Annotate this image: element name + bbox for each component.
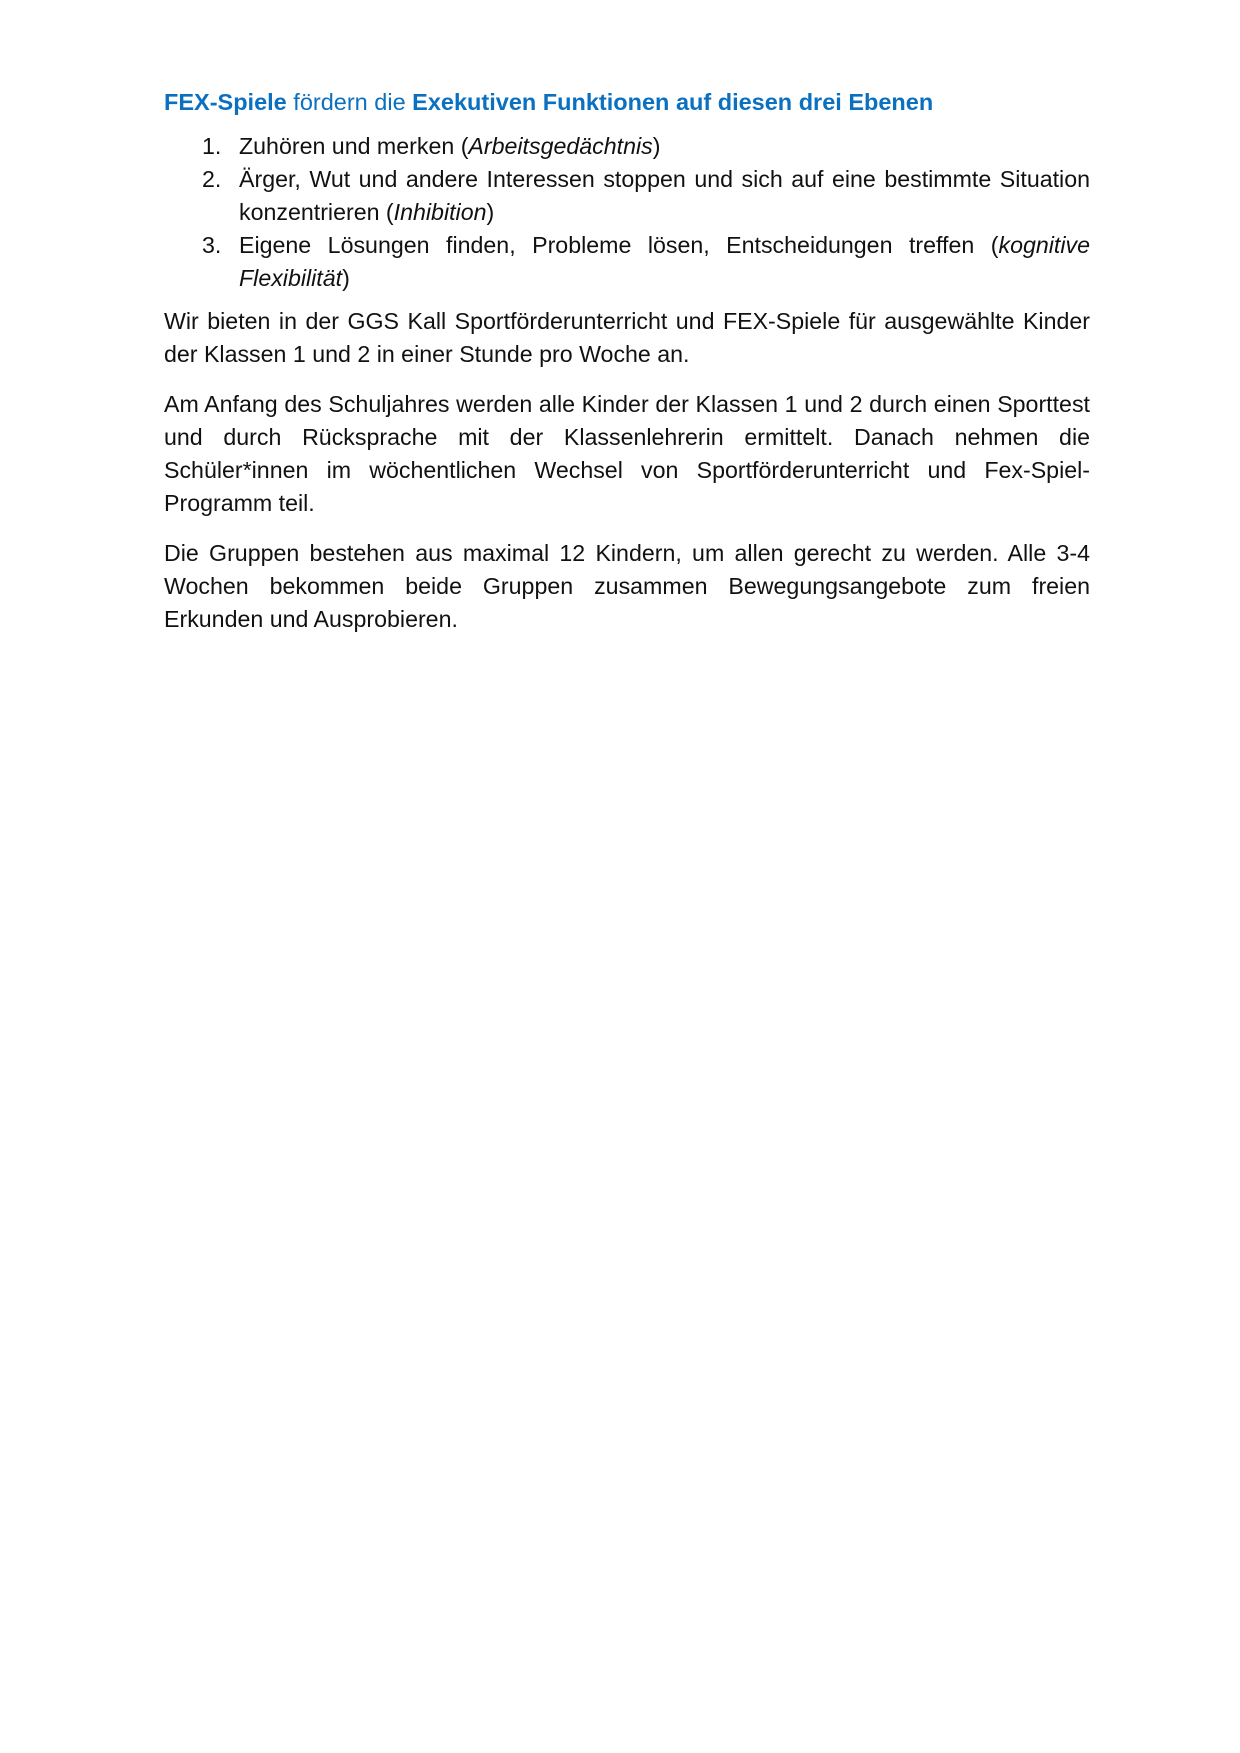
heading-executive-functions: Exekutiven Funktionen auf diesen drei Ebenen [412,89,934,115]
list-item-term: Inhibition [393,199,487,225]
list-item [164,130,1090,163]
list-item-text: Ärger, Wut und andere Interessen stoppen und sich auf eine bestimmte Situation konzentrieren ( [239,166,1090,225]
list-item-number: 1. [202,133,222,159]
list-item [164,229,1090,295]
list-item-number: 2. [202,166,222,192]
list-item [164,163,1090,229]
heading-connector: fördern die [286,89,413,115]
list-item-text: Eigene Lösungen finden, Probleme lösen, Entscheidungen treffen ( [239,232,999,258]
list-item-close: ) [652,133,661,159]
list-item-text: Zuhören und merken ( [239,133,469,159]
section-heading [164,86,1090,119]
paragraph-offer: Wir bieten in der GGS Kall Sportförderunterricht und FEX-Spiele für ausgewählte Kinder der Klassen 1 und 2 in einer Stunde pro Woche an. [164,308,1090,367]
levels-list [164,130,1090,295]
list-item-term: Arbeitsgedächtnis [468,133,653,159]
list-item-close: ) [342,265,350,291]
heading-fex-spiele: FEX-Spiele [164,89,287,115]
list-item-term: kognitive Flexibilität [239,232,1090,291]
paragraph-groups: Die Gruppen bestehen aus maximal 12 Kindern, um allen gerecht zu werden. Alle 3-4 Wochen bekommen beide Gruppen zusammen Bewegungsangebote zum freien Erkunden und Ausprobieren. [164,540,1090,632]
list-item-close: ) [486,199,495,225]
paragraph-selection: Am Anfang des Schuljahres werden alle Kinder der Klassen 1 und 2 durch einen Sporttest und durch Rücksprache mit der Klassenlehrerin ermittelt. Danach nehmen die Schüler*innen im wöchentlichen Wechsel von Sportförderunterricht und Fex-Spiel-Programm teil. [164,391,1090,516]
document-page [164,86,1090,653]
list-item-number: 3. [202,232,222,258]
